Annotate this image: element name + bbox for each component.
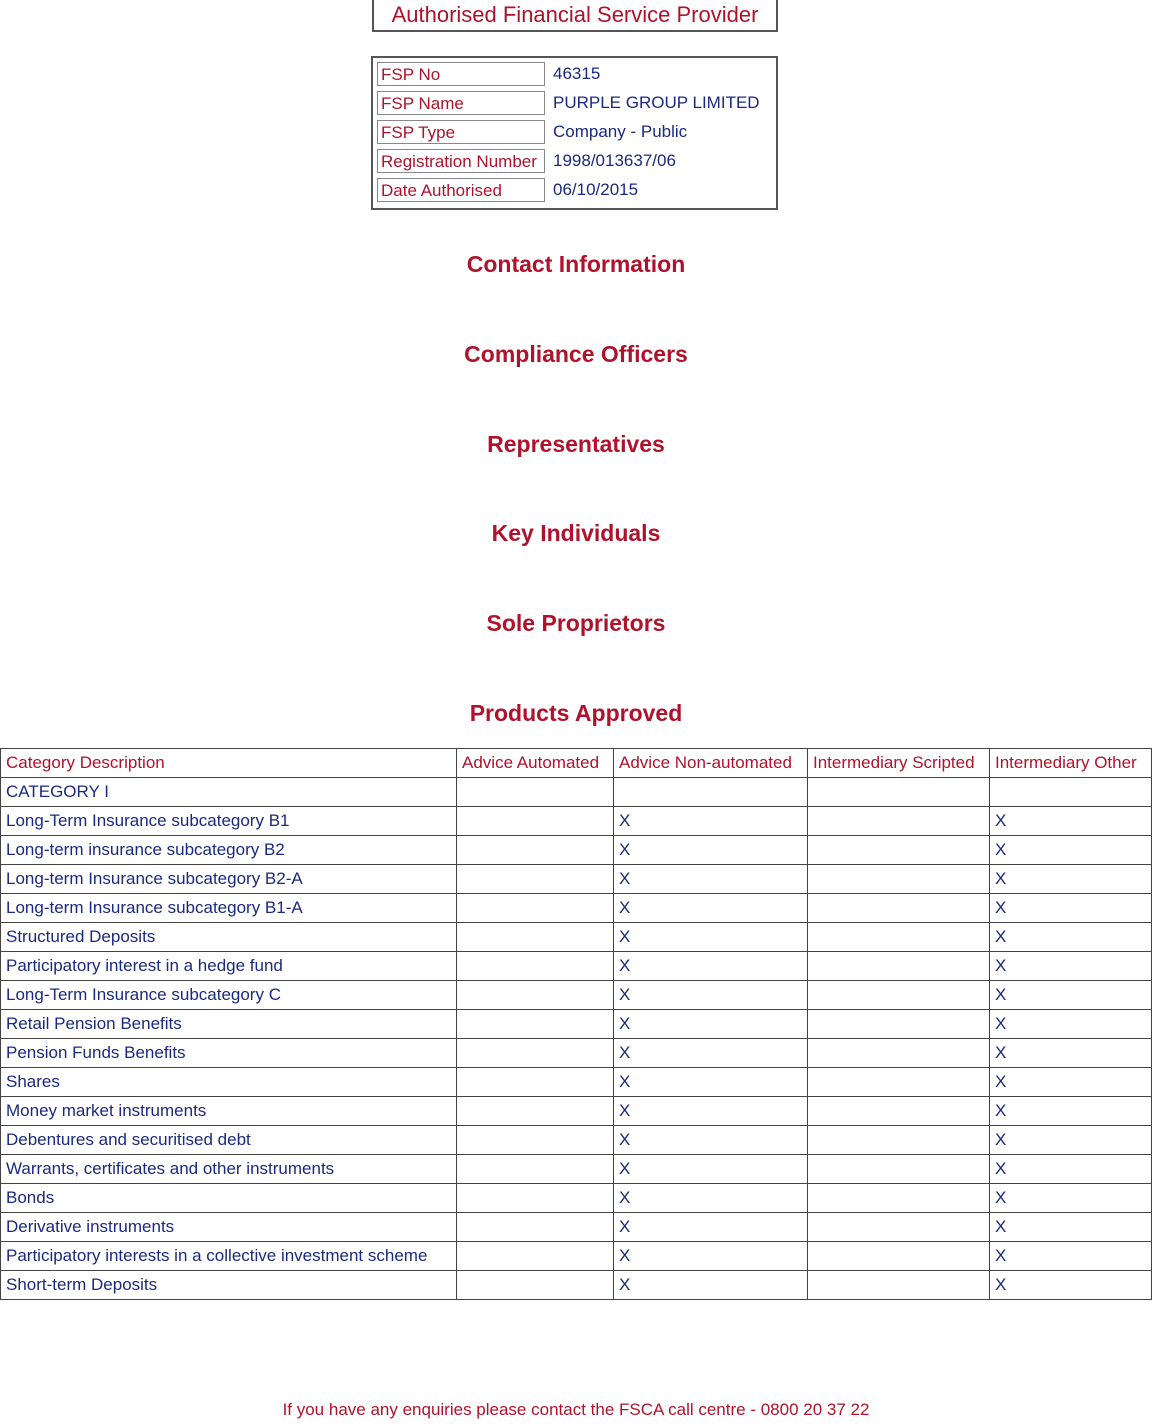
approval-cell: X (990, 836, 1152, 865)
approval-cell: X (990, 807, 1152, 836)
table-row (1, 981, 1152, 1010)
approval-cell (457, 923, 614, 952)
approval-cell: X (990, 923, 1152, 952)
fsp-label: Date Authorised (377, 178, 545, 202)
category-cell: Debentures and securitised debt (1, 1126, 457, 1155)
approval-cell: X (990, 1271, 1152, 1300)
approval-cell (457, 1242, 614, 1271)
approval-cell: X (990, 1068, 1152, 1097)
table-row (1, 1271, 1152, 1300)
approval-cell: X (614, 1068, 808, 1097)
approval-cell (808, 1068, 990, 1097)
table-row (1, 1068, 1152, 1097)
approval-cell (990, 778, 1152, 807)
approval-cell (457, 836, 614, 865)
table-row (1, 778, 1152, 807)
table-row (1, 1184, 1152, 1213)
category-cell: Shares (1, 1068, 457, 1097)
fsp-value: 06/10/2015 (553, 180, 639, 199)
category-cell: Long-term insurance subcategory B2 (1, 836, 457, 865)
compliance-officers-heading: Compliance Officers (464, 341, 688, 367)
table-row (1, 1242, 1152, 1271)
approval-cell: X (990, 1097, 1152, 1126)
approval-cell (457, 1010, 614, 1039)
approval-cell (808, 923, 990, 952)
approval-cell (457, 1155, 614, 1184)
approval-cell (808, 1213, 990, 1242)
approval-cell: X (990, 1213, 1152, 1242)
fsp-row-registration (377, 149, 772, 173)
approval-cell: X (614, 1184, 808, 1213)
approval-cell (457, 1039, 614, 1068)
approval-cell: X (990, 894, 1152, 923)
approval-cell: X (990, 1155, 1152, 1184)
approval-cell: X (614, 1213, 808, 1242)
approval-cell (457, 894, 614, 923)
fsp-label: FSP Type (377, 120, 545, 144)
table-row (1, 836, 1152, 865)
category-cell: Money market instruments (1, 1097, 457, 1126)
fsp-row-date (377, 178, 772, 202)
approval-cell: X (614, 1010, 808, 1039)
category-cell: CATEGORY I (1, 778, 457, 807)
table-row (1, 865, 1152, 894)
table-row (1, 894, 1152, 923)
approval-cell (808, 1039, 990, 1068)
category-cell: Participatory interest in a hedge fund (1, 952, 457, 981)
approval-cell (808, 1010, 990, 1039)
products-table (0, 748, 1152, 1300)
approval-cell: X (614, 1242, 808, 1271)
table-row (1, 1126, 1152, 1155)
approval-cell: X (614, 952, 808, 981)
approval-cell (457, 778, 614, 807)
approval-cell (457, 1271, 614, 1300)
category-cell: Derivative instruments (1, 1213, 457, 1242)
approval-cell: X (990, 1242, 1152, 1271)
table-row (1, 952, 1152, 981)
approval-cell: X (990, 981, 1152, 1010)
column-header: Category Description (1, 749, 457, 778)
approval-cell (808, 1242, 990, 1271)
fsp-value: 1998/013637/06 (553, 151, 676, 170)
approval-cell (808, 1126, 990, 1155)
table-row (1, 807, 1152, 836)
table-row (1, 1039, 1152, 1068)
approval-cell (457, 1184, 614, 1213)
approval-cell: X (614, 1097, 808, 1126)
category-cell: Long-Term Insurance subcategory C (1, 981, 457, 1010)
category-cell: Bonds (1, 1184, 457, 1213)
approval-cell (808, 836, 990, 865)
column-header: Intermediary Other (990, 749, 1152, 778)
approval-cell (457, 1068, 614, 1097)
table-row (1, 1155, 1152, 1184)
approval-cell: X (614, 1126, 808, 1155)
approval-cell (808, 807, 990, 836)
sole-proprietors-heading: Sole Proprietors (486, 610, 666, 636)
category-cell: Participatory interests in a collective investment scheme (1, 1242, 457, 1271)
approval-cell: X (614, 923, 808, 952)
fsp-row-type (377, 120, 772, 144)
fsp-details-box (371, 56, 778, 210)
table-row (1, 1097, 1152, 1126)
approval-cell (457, 1097, 614, 1126)
approval-cell (808, 865, 990, 894)
category-cell: Long-Term Insurance subcategory B1 (1, 807, 457, 836)
approval-cell: X (614, 981, 808, 1010)
category-cell: Long-term Insurance subcategory B1-A (1, 894, 457, 923)
fsp-value: 46315 (553, 64, 601, 83)
approval-cell (808, 952, 990, 981)
category-cell: Long-term Insurance subcategory B2-A (1, 865, 457, 894)
key-individuals-heading: Key Individuals (491, 520, 661, 546)
page-title: Authorised Financial Service Provider (372, 0, 778, 32)
table-header-row (1, 749, 1152, 778)
approval-cell: X (614, 1039, 808, 1068)
approval-cell: X (614, 1155, 808, 1184)
column-header: Advice Automated (457, 749, 614, 778)
fsp-row-number (377, 62, 772, 86)
fsp-label: FSP Name (377, 91, 545, 115)
category-cell: Retail Pension Benefits (1, 1010, 457, 1039)
category-cell: Short-term Deposits (1, 1271, 457, 1300)
approval-cell: X (990, 865, 1152, 894)
approval-cell: X (614, 836, 808, 865)
products-approved-heading: Products Approved (469, 700, 683, 726)
category-cell: Structured Deposits (1, 923, 457, 952)
approval-cell: X (990, 1184, 1152, 1213)
approval-cell: X (614, 894, 808, 923)
approval-cell (457, 981, 614, 1010)
approval-cell (457, 1126, 614, 1155)
approval-cell (808, 1155, 990, 1184)
approval-cell: X (614, 807, 808, 836)
approval-cell: X (990, 952, 1152, 981)
contact-information-heading: Contact Information (466, 251, 686, 277)
approval-cell (614, 778, 808, 807)
fsp-label: Registration Number (377, 149, 545, 173)
approval-cell: X (614, 1271, 808, 1300)
approval-cell: X (614, 865, 808, 894)
approval-cell: X (990, 1010, 1152, 1039)
approval-cell: X (990, 1039, 1152, 1068)
approval-cell (808, 1097, 990, 1126)
category-cell: Warrants, certificates and other instruments (1, 1155, 457, 1184)
footer-enquiries: If you have any enquiries please contact the FSCA call centre - 0800 20 37 22 (282, 1400, 870, 1419)
approval-cell (808, 1271, 990, 1300)
approval-cell (808, 894, 990, 923)
table-row (1, 1010, 1152, 1039)
fsp-label: FSP No (377, 62, 545, 86)
approval-cell: X (990, 1126, 1152, 1155)
column-header: Advice Non-automated (614, 749, 808, 778)
table-row (1, 923, 1152, 952)
fsp-value: PURPLE GROUP LIMITED (553, 93, 760, 112)
table-row (1, 1213, 1152, 1242)
fsp-row-name (377, 91, 772, 115)
approval-cell (808, 1184, 990, 1213)
approval-cell (457, 952, 614, 981)
approval-cell (457, 807, 614, 836)
category-cell: Pension Funds Benefits (1, 1039, 457, 1068)
fsp-value: Company - Public (553, 122, 688, 141)
column-header: Intermediary Scripted (808, 749, 990, 778)
approval-cell (808, 981, 990, 1010)
approval-cell (808, 778, 990, 807)
approval-cell (457, 865, 614, 894)
representatives-heading: Representatives (487, 431, 665, 457)
approval-cell (457, 1213, 614, 1242)
